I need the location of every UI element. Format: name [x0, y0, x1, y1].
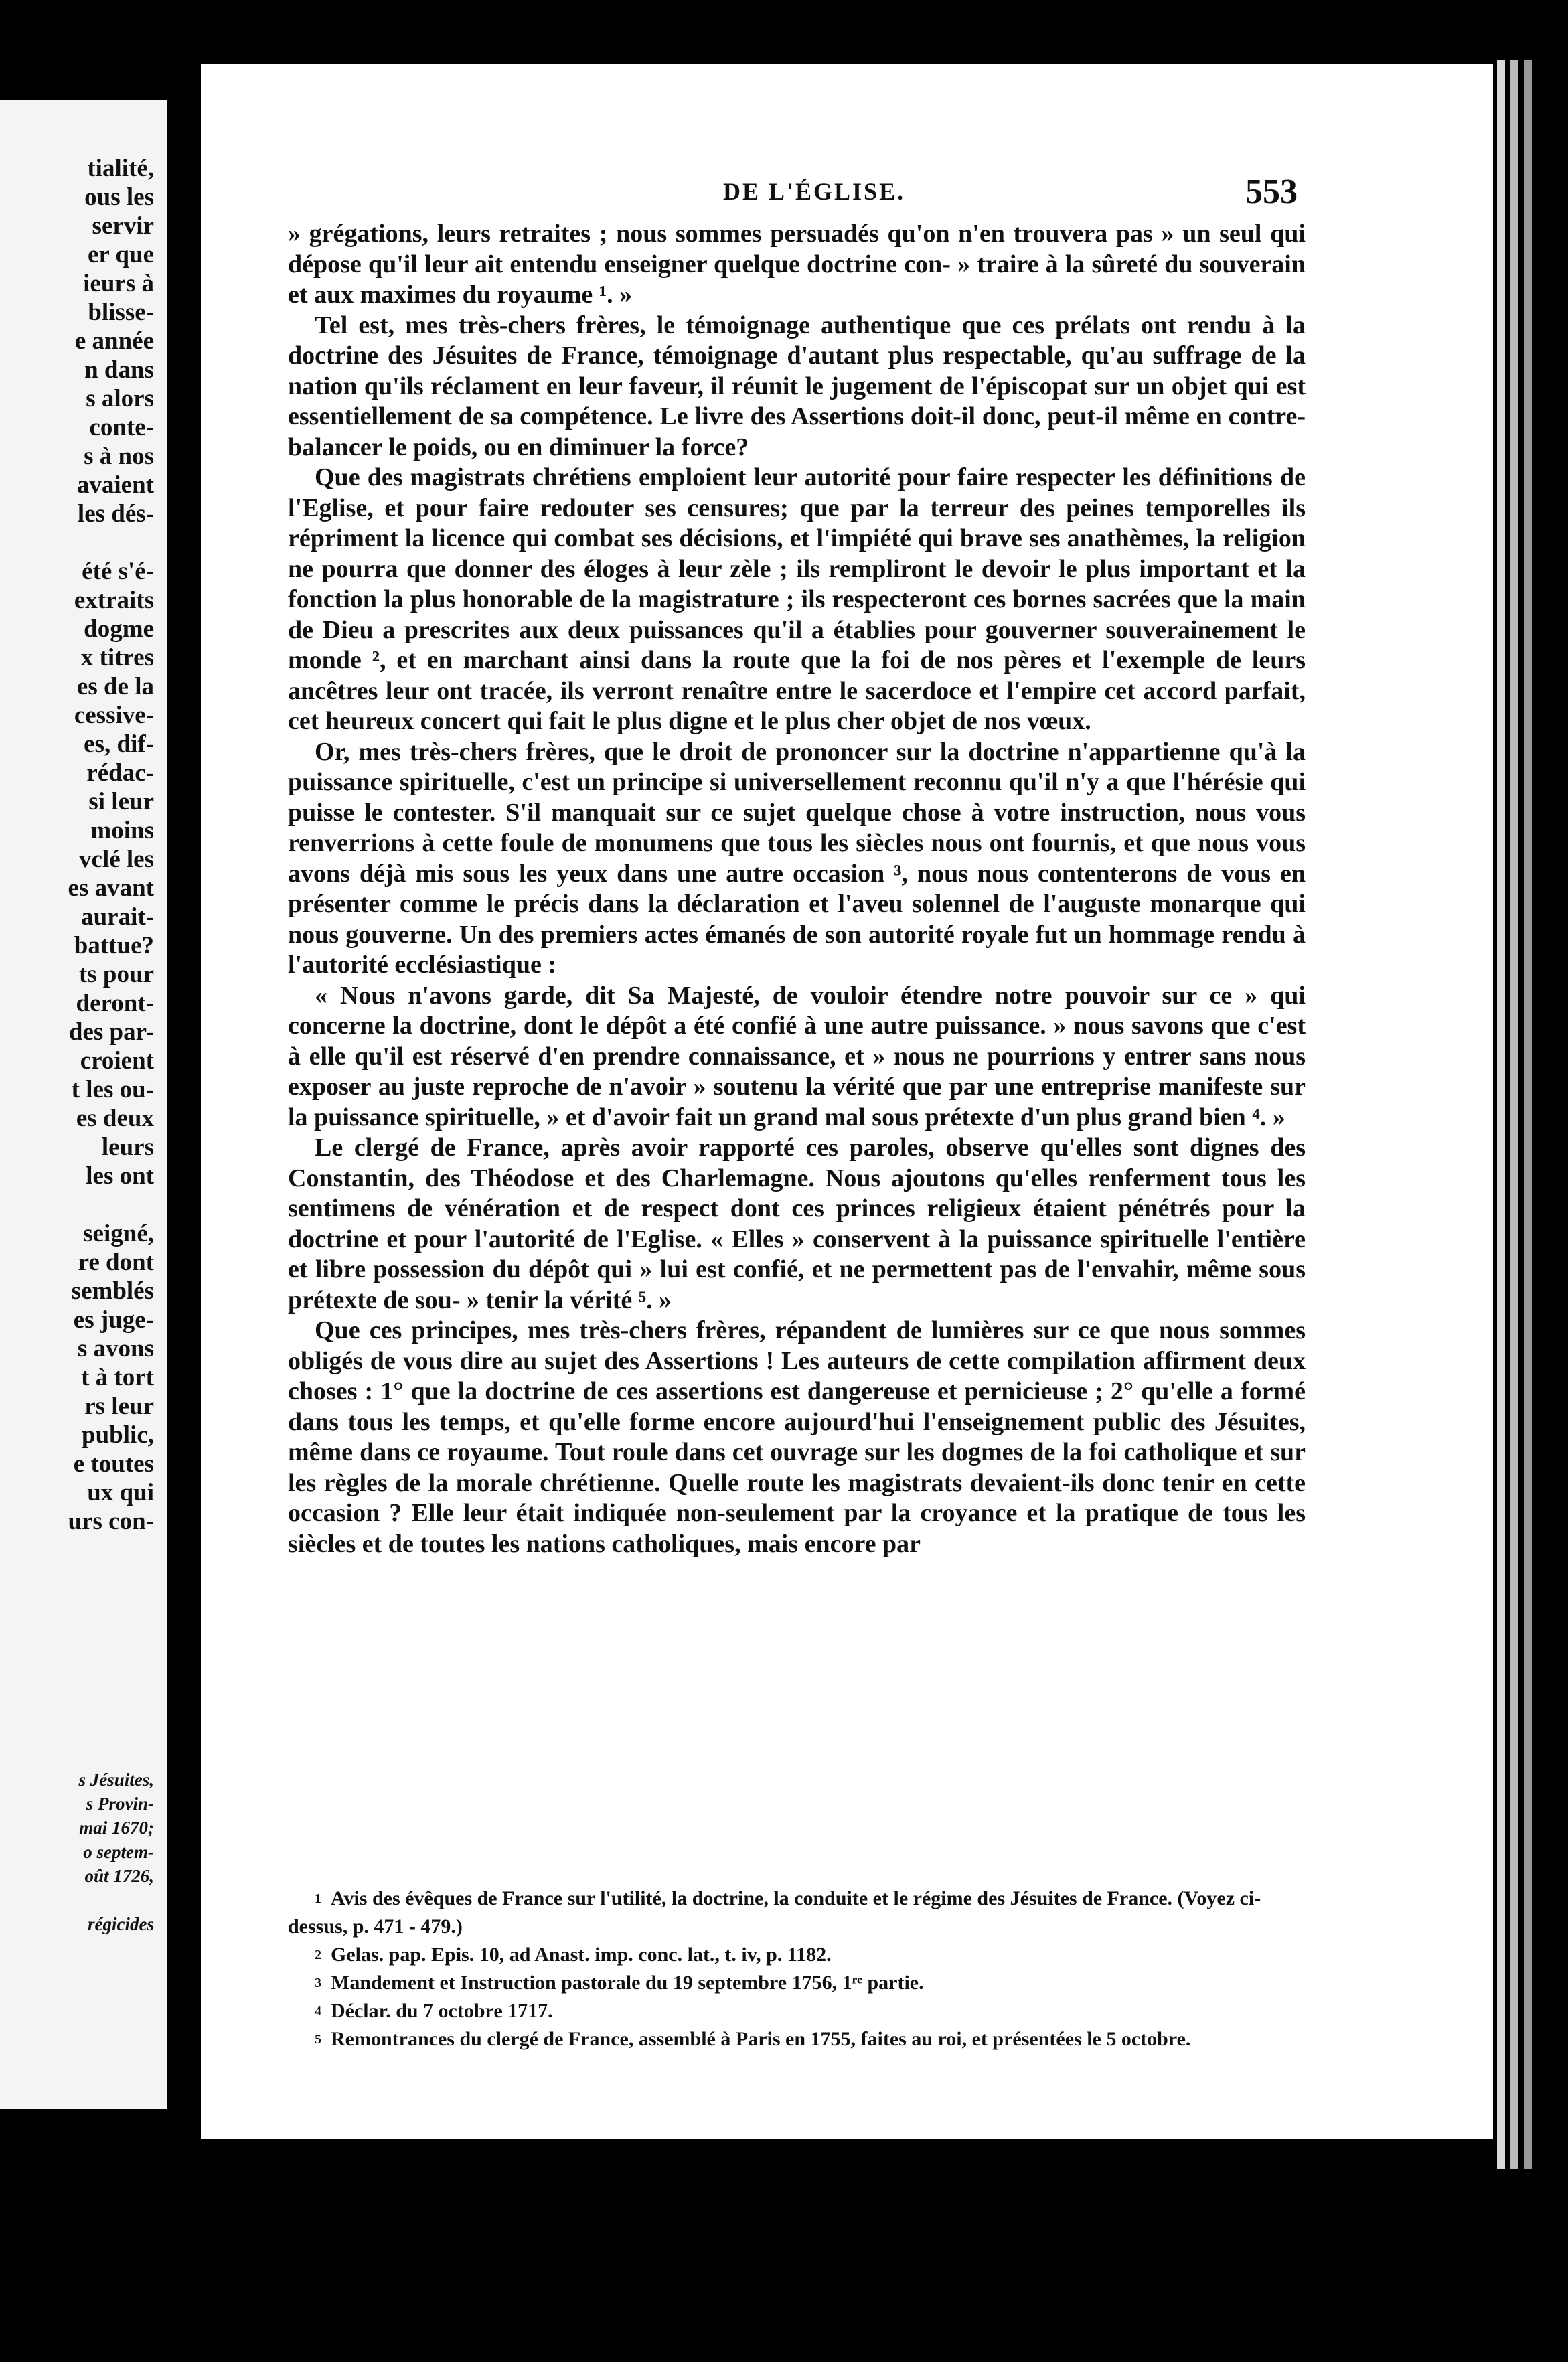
fragment-line: s avons — [77, 1335, 154, 1362]
page-header — [201, 173, 1493, 218]
footnotes — [288, 1885, 1306, 2053]
fragment-line: les ont — [86, 1162, 154, 1190]
paragraph: Le clergé de France, après avoir rapporté ces paroles, observe qu'elles sont dignes des Constantin, des Théodose et des Charlemagne. Nous ajoutons qu'elles renferment tous les sentimens de vénération et de respect dont ces princes religieux étaient pénétrés pour la doctrine et pour l'autorité de l'Eglise. « Elles » conservent à la puissance spirituelle l'entière et libre possession du dépôt qui » lui est confié, et ne permettent pas de l'envahir, même sous prétexte de sou- » tenir la vérité ⁵. » — [288, 1133, 1306, 1314]
fragment-line: es, dif- — [84, 730, 154, 758]
footnote-number: 4 — [315, 2004, 321, 2019]
fragment-line: aurait- — [81, 903, 154, 931]
fragment-line: ts pour — [78, 961, 154, 988]
footnote-number: 2 — [315, 1948, 321, 1962]
page-number: 553 — [1245, 173, 1298, 211]
quotation-paragraph: « Nous n'avons garde, dit Sa Majesté, de vouloir étendre notre pouvoir sur ce » qui concerne la doctrine, dont le dépôt a été confié à une autre puissance. » nous savons que c'est à elle qu'il est réservé d'en prendre connaissance, et » nous ne pourrions y entrer sans nous exposer au juste reproche de n'avoir » soutenu la vérité que par une entreprise manifeste sur la puissance spirituelle, » et d'avoir fait un grand mal sous prétexte d'un plus grand bien ⁴. » — [288, 981, 1306, 1131]
book-page — [201, 64, 1493, 2139]
footnote — [288, 2025, 1306, 2053]
page-edge-shadow — [1524, 60, 1532, 2169]
fragment-line: leurs — [101, 1133, 154, 1161]
fragment-line: s à nos — [84, 443, 154, 470]
fragment-note-line: s Jésuites, — [78, 1769, 154, 1790]
fragment-line: n dans — [84, 356, 154, 384]
paragraph: Que des magistrats chrétiens emploient leur autorité pour faire respecter les définitions de l'Eglise, et pour faire redouter ses censures; que par la terreur des peines temporelles ils répriment la licence qui combat ses décisions, et l'impiété qui brave ses anathèmes, la religion ne pourra que donner des éloges à leur zèle ; ils rempliront le devoir le plus important et la fonction la plus honorable de la magistrature ; ils respecteront ces bornes sacrées que la main de Dieu a prescrites aux deux puissances qu'il a établies pour gouverner souverainement le monde ², et en marchant ainsi dans la route que la foi de nos pères et l'exemple de leurs ancêtres leur ont tracée, ils verront renaître entre le sacerdoce et l'empire cet accord parfait, cet heureux concert qui fait le plus digne et le plus cher objet de nos vœux. — [288, 463, 1306, 735]
footnote-number: 1 — [315, 1891, 321, 1906]
fragment-line: tialité, — [87, 155, 154, 182]
fragment-line: été s'é- — [82, 558, 154, 585]
fragment-line: es de la — [76, 673, 154, 700]
fragment-line: re dont — [78, 1249, 154, 1276]
fragment-line: servir — [92, 212, 154, 240]
fragment-line: extraits — [74, 586, 154, 614]
body-text — [288, 219, 1306, 1559]
fragment-line: s alors — [86, 385, 154, 412]
fragment-line: blisse- — [88, 299, 154, 326]
paragraph: Que ces principes, mes très-chers frères, répandent de lumières sur ce que nous sommes obligés de vous dire au sujet des Assertions ! Les auteurs de cette compilation affirment deux choses : 1° que la doctrine de ces assertions est dangereuse et pernicieuse ; 2° qu'elle a formé dans tous les temps, et qu'elle forme encore aujourd'hui l'enseignement public des Jésuites, même dans ce royaume. Tout roule dans cet ouvrage sur les dogmes de la foi catholique et sur les règles de la morale chrétienne. Quelle route les magistrats devaient-ils donc tenir en cette occasion ? Elle leur était indiquée non-seulement par la croyance et la pratique de tous les siècles et de toutes les nations catholiques, mais encore par — [288, 1316, 1306, 1558]
fragment-line: cessive- — [74, 702, 154, 729]
footnote — [288, 1969, 1306, 1997]
fragment-line: ous les — [84, 183, 154, 211]
fragment-line: ieurs à — [83, 270, 154, 297]
fragment-line: es juge- — [73, 1306, 154, 1334]
page-edge-shadow — [1510, 60, 1518, 2169]
fragment-line: les dés- — [77, 500, 154, 528]
fragment-line: deront- — [76, 990, 154, 1017]
fragment-line: si leur — [88, 788, 154, 815]
paragraph: Or, mes très-chers frères, que le droit de prononcer sur la doctrine n'appartienne qu'à la puissance spirituelle, c'est un principe si universellement reconnu qu'il n'y a que l'hérésie qui puisse le contester. S'il manquait sur ce sujet quelque chose à votre instruction, nous vous renverrions à cette foule de monumens que tous les siècles nous ont fournis, et que nous vous avons déjà mis sous les yeux dans une autre occasion ³, nous nous contenterons de vous en présenter comme le précis dans la déclaration et l'aveu solennel de l'auguste monarque qui nous gouverne. Un des premiers actes émanés de son autorité royale fut un hommage rendu à l'autorité ecclésiastique : — [288, 737, 1306, 979]
fragment-line: rs leur — [84, 1393, 154, 1420]
fragment-line: urs con- — [68, 1508, 154, 1535]
footnote-number: 5 — [315, 2032, 321, 2047]
fragment-line: battue? — [74, 932, 154, 959]
fragment-line: conte- — [89, 414, 154, 441]
fragment-line: moins — [90, 817, 154, 844]
footnote — [288, 1885, 1306, 1941]
fragment-line: seigné, — [83, 1220, 154, 1247]
footnote-text: Avis des évêques de France sur l'utilité, la doctrine, la conduite et le régime des Jésuites de France. (Voyez ci-dessus, p. 471 - 479.) — [288, 1887, 1261, 1938]
fragment-line: x titres — [80, 644, 154, 672]
fragment-note-line: régicides — [88, 1914, 154, 1934]
fragment-line: dogme — [84, 615, 154, 643]
fragment-line: es avant — [68, 874, 154, 902]
fragment-line: er que — [87, 241, 154, 268]
fragment-line: e année — [74, 327, 154, 355]
footnote-text: Gelas. pap. Epis. 10, ad Anast. imp. conc. lat., t. iv, p. 1182. — [331, 1944, 832, 1966]
footnote — [288, 1941, 1306, 1969]
running-head: DE L'ÉGLISE. — [723, 178, 906, 205]
fragment-line: semblés — [71, 1277, 154, 1305]
fragment-line: t à tort — [81, 1364, 154, 1391]
fragment-line: public, — [82, 1421, 154, 1449]
footnote-text: Remontrances du clergé de France, assemblé à Paris en 1755, faites au roi, et présentées le 5 octobre. — [331, 2028, 1191, 2050]
fragment-line: avaient — [76, 471, 154, 499]
fragment-note-line: oût 1726, — [84, 1866, 154, 1886]
footnote — [288, 1997, 1306, 2025]
paragraph: Tel est, mes très-chers frères, le témoignage authentique que ces prélats ont rendu à la doctrine des Jésuites de France, témoignage d'autant plus respectable, qu'au suffrage de la nation qu'ils réclament en leur faveur, il réunit le jugement de l'épiscopat sur un objet qui est essentiellement de sa compétence. Le livre des Assertions doit-il donc, peut-il même en contre-balancer le poids, ou en diminuer la force? — [288, 311, 1306, 461]
previous-page-fragment — [0, 100, 167, 2109]
footnote-number: 3 — [315, 1976, 321, 1990]
fragment-note-line: o septem- — [83, 1842, 154, 1862]
footnote-text: Mandement et Instruction pastorale du 19 septembre 1756, 1ʳᵉ partie. — [331, 1972, 924, 1994]
fragment-line: t les ou- — [71, 1076, 154, 1103]
paragraph: » grégations, leurs retraites ; nous sommes persuadés qu'on n'en trouvera pas » un seul qui dépose qu'il leur ait entendu enseigner quelque doctrine con- » traire à la sûreté du souverain et aux maximes du royaume ¹. » — [288, 220, 1306, 309]
fragment-line: des par- — [68, 1018, 154, 1046]
fragment-line: croient — [80, 1047, 154, 1075]
fragment-note-line: s Provin- — [86, 1794, 154, 1814]
fragment-note-line: mai 1670; — [79, 1818, 154, 1838]
fragment-line: e toutes — [73, 1450, 154, 1478]
footnote-text: Déclar. du 7 octobre 1717. — [331, 2000, 553, 2022]
fragment-line: es deux — [76, 1105, 154, 1132]
fragment-line: rédac- — [86, 759, 154, 787]
fragment-line: ux qui — [87, 1479, 154, 1506]
page-edge-shadow — [1497, 60, 1505, 2169]
fragment-line: vclé les — [79, 846, 154, 873]
